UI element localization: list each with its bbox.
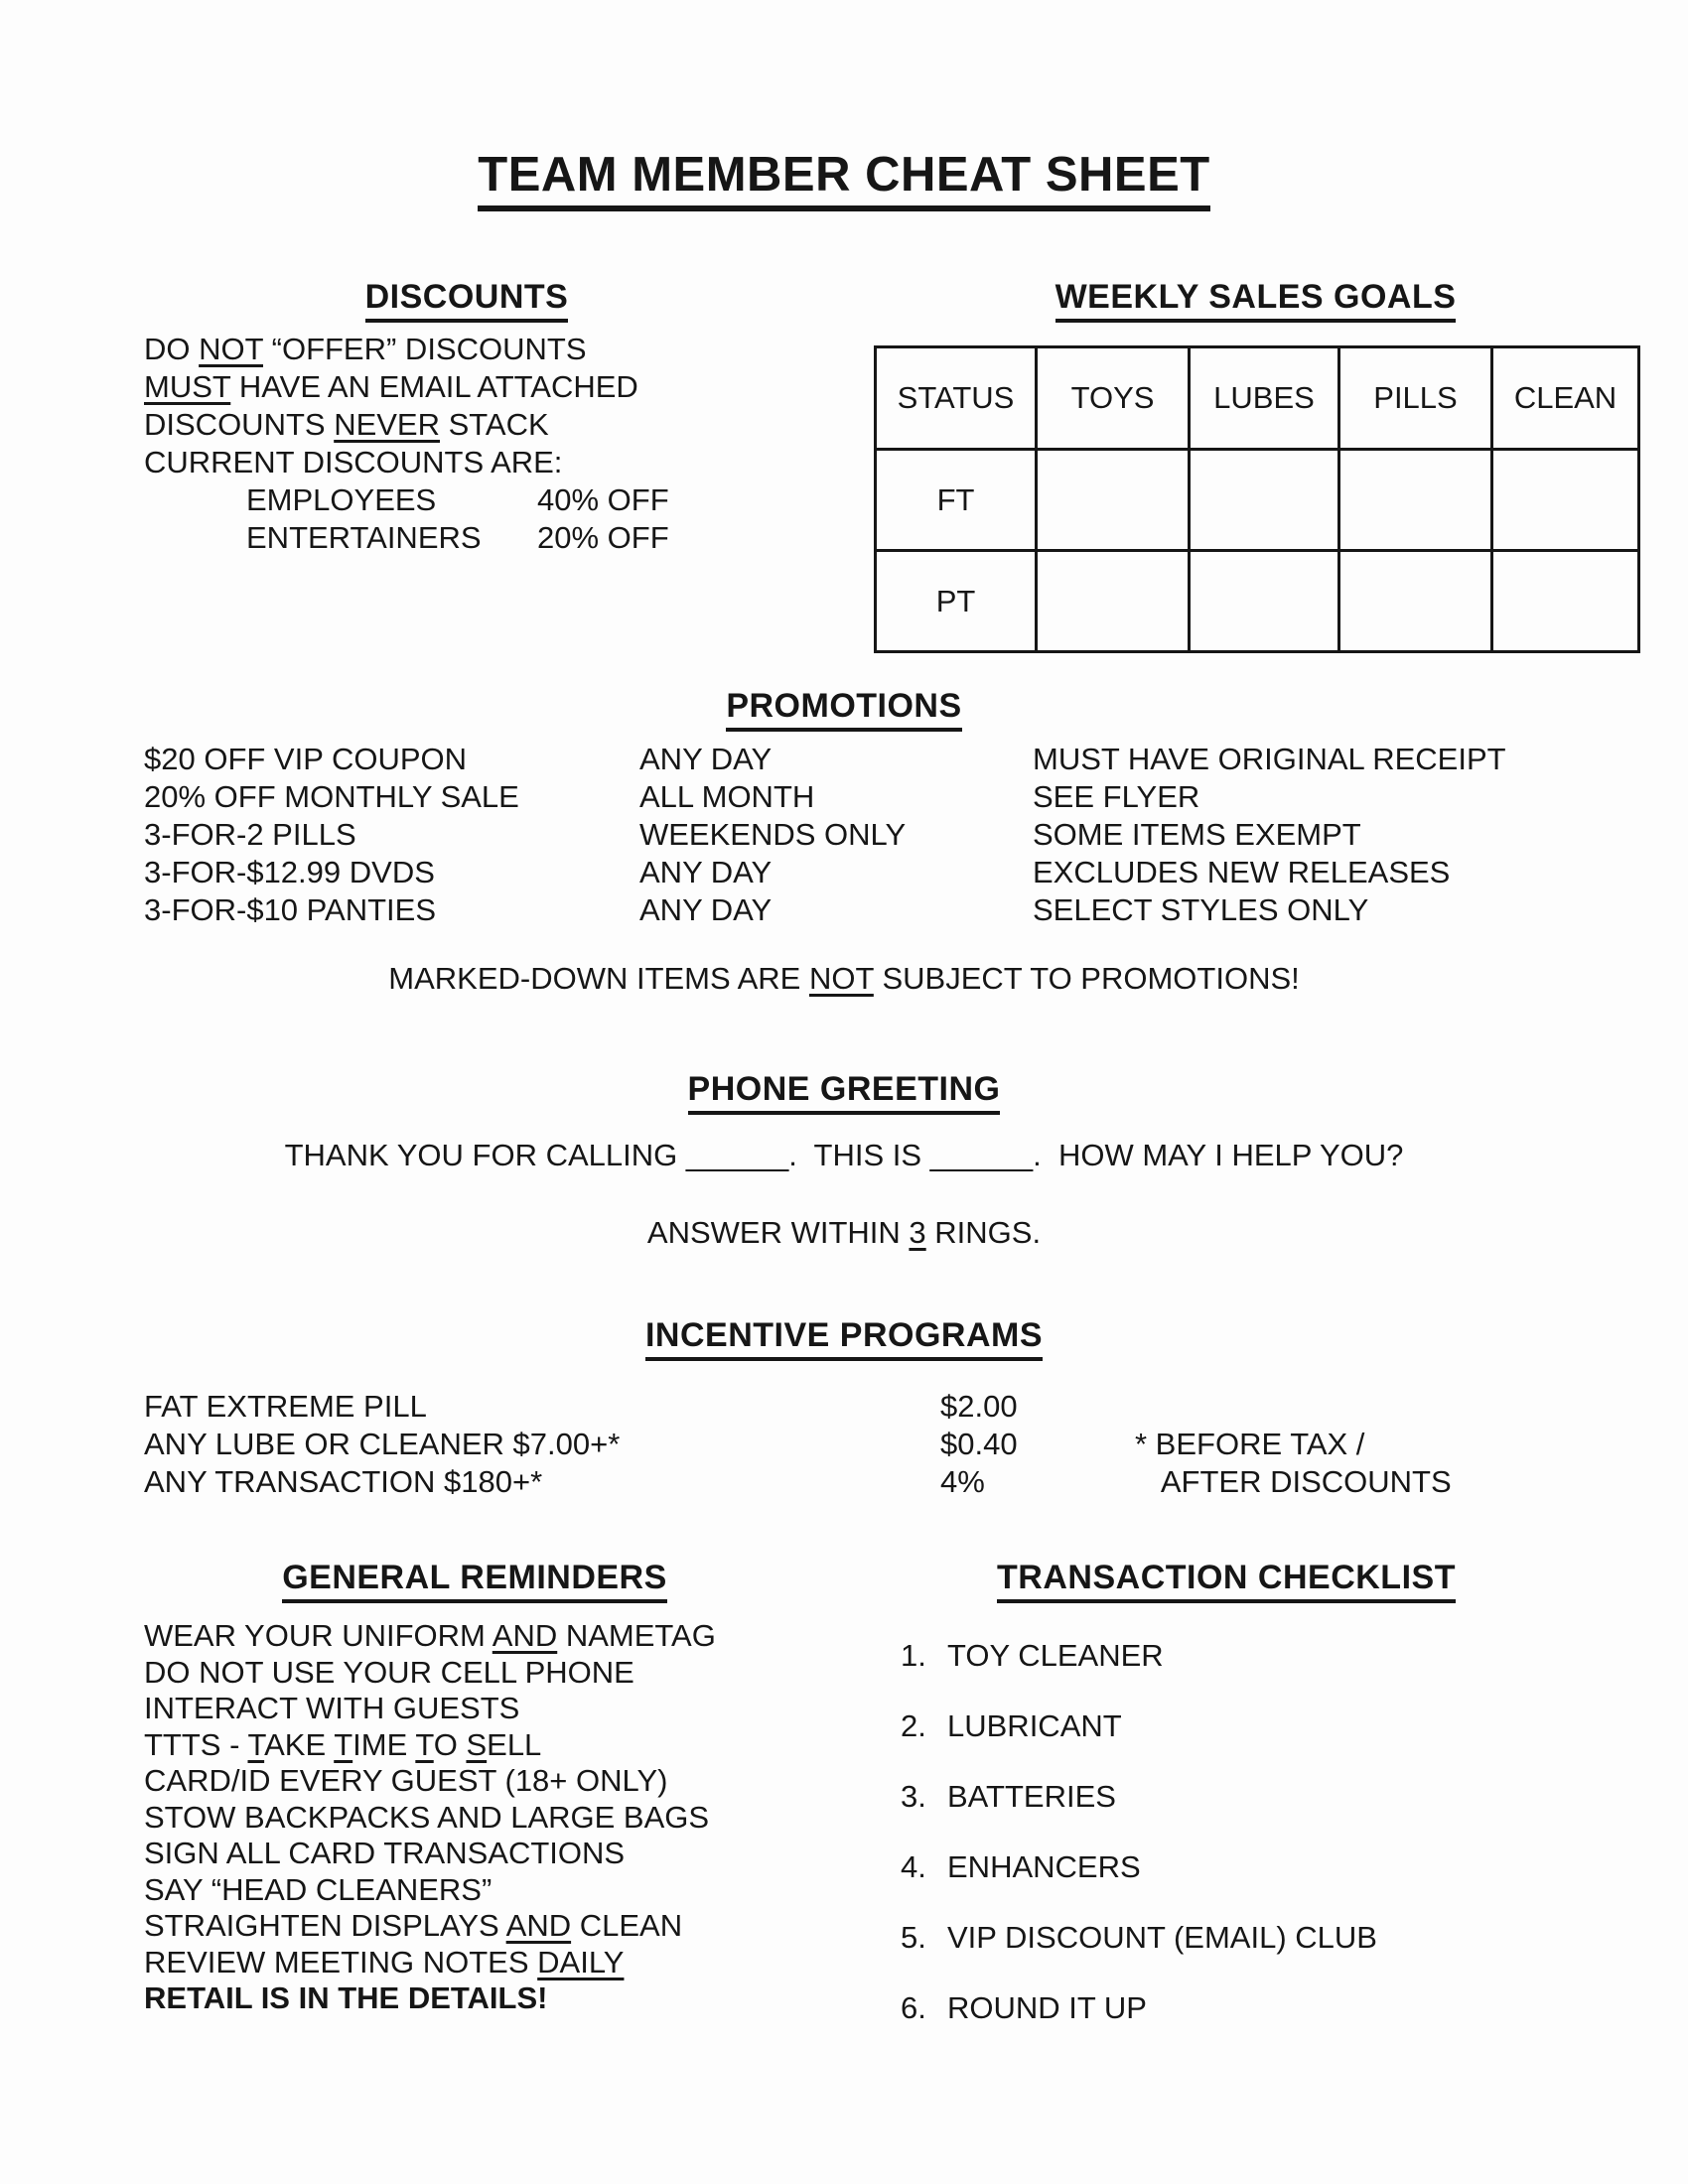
checklist-heading-row bbox=[896, 1559, 1557, 1603]
goal-cell bbox=[1190, 551, 1339, 652]
discount-rate-name: ENTERTAINERS bbox=[246, 520, 482, 555]
incentive-row bbox=[0, 1388, 1688, 1426]
page-title: TEAM MEMBER CHEAT SHEET bbox=[478, 147, 1209, 211]
discount-rule: DISCOUNTS NEVER STACK bbox=[144, 407, 549, 442]
reminder-line: STOW BACKPACKS AND LARGE BAGS bbox=[144, 1799, 710, 1835]
discounts-heading: DISCOUNTS bbox=[365, 278, 569, 323]
phone-heading-row bbox=[0, 1070, 1688, 1115]
sales-goals-heading: WEEKLY SALES GOALS bbox=[1055, 278, 1457, 323]
reminder-line: SIGN ALL CARD TRANSACTIONS bbox=[144, 1836, 626, 1870]
incentive-note bbox=[1135, 1388, 1688, 1426]
phone-answer-line: ANSWER WITHIN 3 RINGS. bbox=[646, 1215, 1042, 1250]
incentive-value: 4% bbox=[940, 1464, 985, 1499]
goals-ft-row bbox=[876, 450, 1639, 551]
promo-note: SEE FLYER bbox=[1033, 779, 1200, 814]
incentive-note: * BEFORE TAX / bbox=[1135, 1427, 1365, 1461]
goal-cell bbox=[1339, 450, 1492, 551]
promo-item: 3-FOR-$12.99 DVDS bbox=[144, 855, 435, 889]
goal-header-cell: TOYS bbox=[1037, 347, 1190, 450]
discounts-heading-row bbox=[144, 278, 789, 323]
promo-item: $20 OFF VIP COUPON bbox=[144, 742, 468, 776]
reminder-line: WEAR YOUR UNIFORM AND NAMETAG bbox=[144, 1618, 716, 1653]
reminder-line: TTTS - TAKE TIME TO SELL bbox=[144, 1726, 542, 1762]
promo-when: ANY DAY bbox=[639, 855, 773, 889]
goal-cell bbox=[1492, 551, 1639, 652]
promotions-warning: MARKED-DOWN ITEMS ARE NOT SUBJECT TO PROMOTIONS! bbox=[388, 961, 1300, 996]
promo-when: WEEKENDS ONLY bbox=[639, 817, 907, 852]
reminder-line: DO NOT USE YOUR CELL PHONE bbox=[144, 1654, 634, 1690]
checklist-item-label: ENHANCERS bbox=[947, 1849, 1141, 1884]
promotions-warning-row bbox=[0, 961, 1688, 997]
checklist-item-number: 5. bbox=[901, 1920, 926, 1955]
checklist-item-number: 3. bbox=[901, 1779, 926, 1814]
goal-cell bbox=[1037, 551, 1190, 652]
goals-pt-row bbox=[876, 551, 1639, 652]
discount-rule: CURRENT DISCOUNTS ARE: bbox=[144, 445, 563, 479]
reminders-heading: GENERAL REMINDERS bbox=[282, 1559, 667, 1603]
promo-item: 3-FOR-2 PILLS bbox=[144, 817, 356, 852]
promo-row bbox=[0, 891, 1688, 929]
checklist-item-label: TOY CLEANER bbox=[947, 1638, 1164, 1673]
checklist-item-label: BATTERIES bbox=[947, 1779, 1116, 1814]
goal-header-cell: CLEAN bbox=[1492, 347, 1639, 450]
reminders-heading-row bbox=[144, 1559, 805, 1603]
goal-cell bbox=[1190, 450, 1339, 551]
promo-row bbox=[0, 778, 1688, 816]
reminder-line: STRAIGHTEN DISPLAYS AND CLEAN bbox=[144, 1908, 683, 1943]
discount-rule: DO NOT “OFFER” DISCOUNTS bbox=[144, 332, 587, 366]
checklist-item-number: 6. bbox=[901, 1990, 926, 2025]
checklist-item-label: LUBRICANT bbox=[947, 1708, 1122, 1743]
incentive-row bbox=[0, 1426, 1688, 1463]
goal-cell bbox=[1339, 551, 1492, 652]
discount-rate-value: 40% OFF bbox=[537, 482, 669, 517]
phone-greeting-line: THANK YOU FOR CALLING ______. THIS IS ______. HOW MAY I HELP YOU? bbox=[284, 1138, 1404, 1172]
discount-rate-row bbox=[246, 519, 669, 557]
incentive-value: $2.00 bbox=[940, 1389, 1018, 1424]
incentive-name: ANY TRANSACTION $180+* bbox=[144, 1464, 543, 1499]
checklist-item bbox=[901, 1638, 1377, 1676]
reminders-list bbox=[144, 1618, 716, 2017]
checklist-item bbox=[901, 1920, 1377, 1958]
goal-cell bbox=[1492, 450, 1639, 551]
phone-greeting-heading: PHONE GREETING bbox=[688, 1070, 1001, 1115]
discount-rate-name: EMPLOYEES bbox=[246, 482, 437, 517]
goals-header-row bbox=[876, 347, 1639, 450]
checklist-item-number: 1. bbox=[901, 1638, 926, 1673]
checklist-item bbox=[901, 1849, 1377, 1887]
transaction-checklist bbox=[901, 1638, 1377, 2061]
promo-item: 20% OFF MONTHLY SALE bbox=[144, 779, 519, 814]
checklist-item bbox=[901, 1990, 1377, 2028]
incentive-name: FAT EXTREME PILL bbox=[144, 1389, 427, 1424]
promo-row bbox=[0, 816, 1688, 854]
reminder-line: SAY “HEAD CLEANERS” bbox=[144, 1871, 492, 1907]
promo-when: ANY DAY bbox=[639, 892, 773, 927]
incentives-list bbox=[0, 1388, 1688, 1501]
incentive-row bbox=[0, 1463, 1688, 1501]
title-row bbox=[0, 147, 1688, 211]
promo-note: EXCLUDES NEW RELEASES bbox=[1033, 855, 1451, 889]
reminder-line: REVIEW MEETING NOTES DAILY bbox=[144, 1944, 625, 1979]
incentive-note: AFTER DISCOUNTS bbox=[1135, 1464, 1452, 1499]
sales-goals-heading-row bbox=[874, 278, 1637, 323]
incentive-value: $0.40 bbox=[940, 1427, 1018, 1461]
promotions-list bbox=[0, 741, 1688, 929]
promo-when: ALL MONTH bbox=[639, 779, 815, 814]
reminder-line: RETAIL IS IN THE DETAILS! bbox=[144, 1980, 548, 2015]
goal-header-cell: PILLS bbox=[1339, 347, 1492, 450]
checklist-heading: TRANSACTION CHECKLIST bbox=[997, 1559, 1456, 1603]
phone-answer-row bbox=[0, 1215, 1688, 1251]
checklist-item bbox=[901, 1708, 1377, 1746]
promotions-heading: PROMOTIONS bbox=[726, 687, 961, 732]
incentives-heading: INCENTIVE PROGRAMS bbox=[645, 1316, 1043, 1361]
checklist-item-label: VIP DISCOUNT (EMAIL) CLUB bbox=[947, 1920, 1377, 1955]
sales-goals-table bbox=[874, 345, 1640, 653]
reminder-line: CARD/ID EVERY GUEST (18+ ONLY) bbox=[144, 1763, 668, 1798]
incentive-name: ANY LUBE OR CLEANER $7.00+* bbox=[144, 1427, 621, 1461]
checklist-item-number: 4. bbox=[901, 1849, 926, 1884]
discounts-section bbox=[144, 331, 669, 557]
checklist-item-label: ROUND IT UP bbox=[947, 1990, 1147, 2025]
discount-rate-value: 20% OFF bbox=[537, 520, 669, 555]
checklist-item-number: 2. bbox=[901, 1708, 926, 1743]
discount-rule: MUST HAVE AN EMAIL ATTACHED bbox=[144, 369, 638, 404]
incentives-heading-row bbox=[0, 1316, 1688, 1361]
promo-note: SOME ITEMS EXEMPT bbox=[1033, 817, 1361, 852]
checklist-item bbox=[901, 1779, 1377, 1817]
promo-note: SELECT STYLES ONLY bbox=[1033, 892, 1369, 927]
promo-note: MUST HAVE ORIGINAL RECEIPT bbox=[1033, 742, 1506, 776]
goal-row-label: PT bbox=[876, 551, 1037, 652]
goal-header-cell: LUBES bbox=[1190, 347, 1339, 450]
goal-cell bbox=[1037, 450, 1190, 551]
promo-row bbox=[0, 741, 1688, 778]
discount-rate-row bbox=[246, 481, 669, 519]
promotions-heading-row bbox=[0, 687, 1688, 732]
goal-row-label: FT bbox=[876, 450, 1037, 551]
promo-when: ANY DAY bbox=[639, 742, 773, 776]
promo-row bbox=[0, 854, 1688, 891]
reminder-line: INTERACT WITH GUESTS bbox=[144, 1691, 520, 1725]
phone-greeting-row bbox=[0, 1138, 1688, 1173]
promo-item: 3-FOR-$10 PANTIES bbox=[144, 892, 437, 927]
goal-header-cell: STATUS bbox=[876, 347, 1037, 450]
